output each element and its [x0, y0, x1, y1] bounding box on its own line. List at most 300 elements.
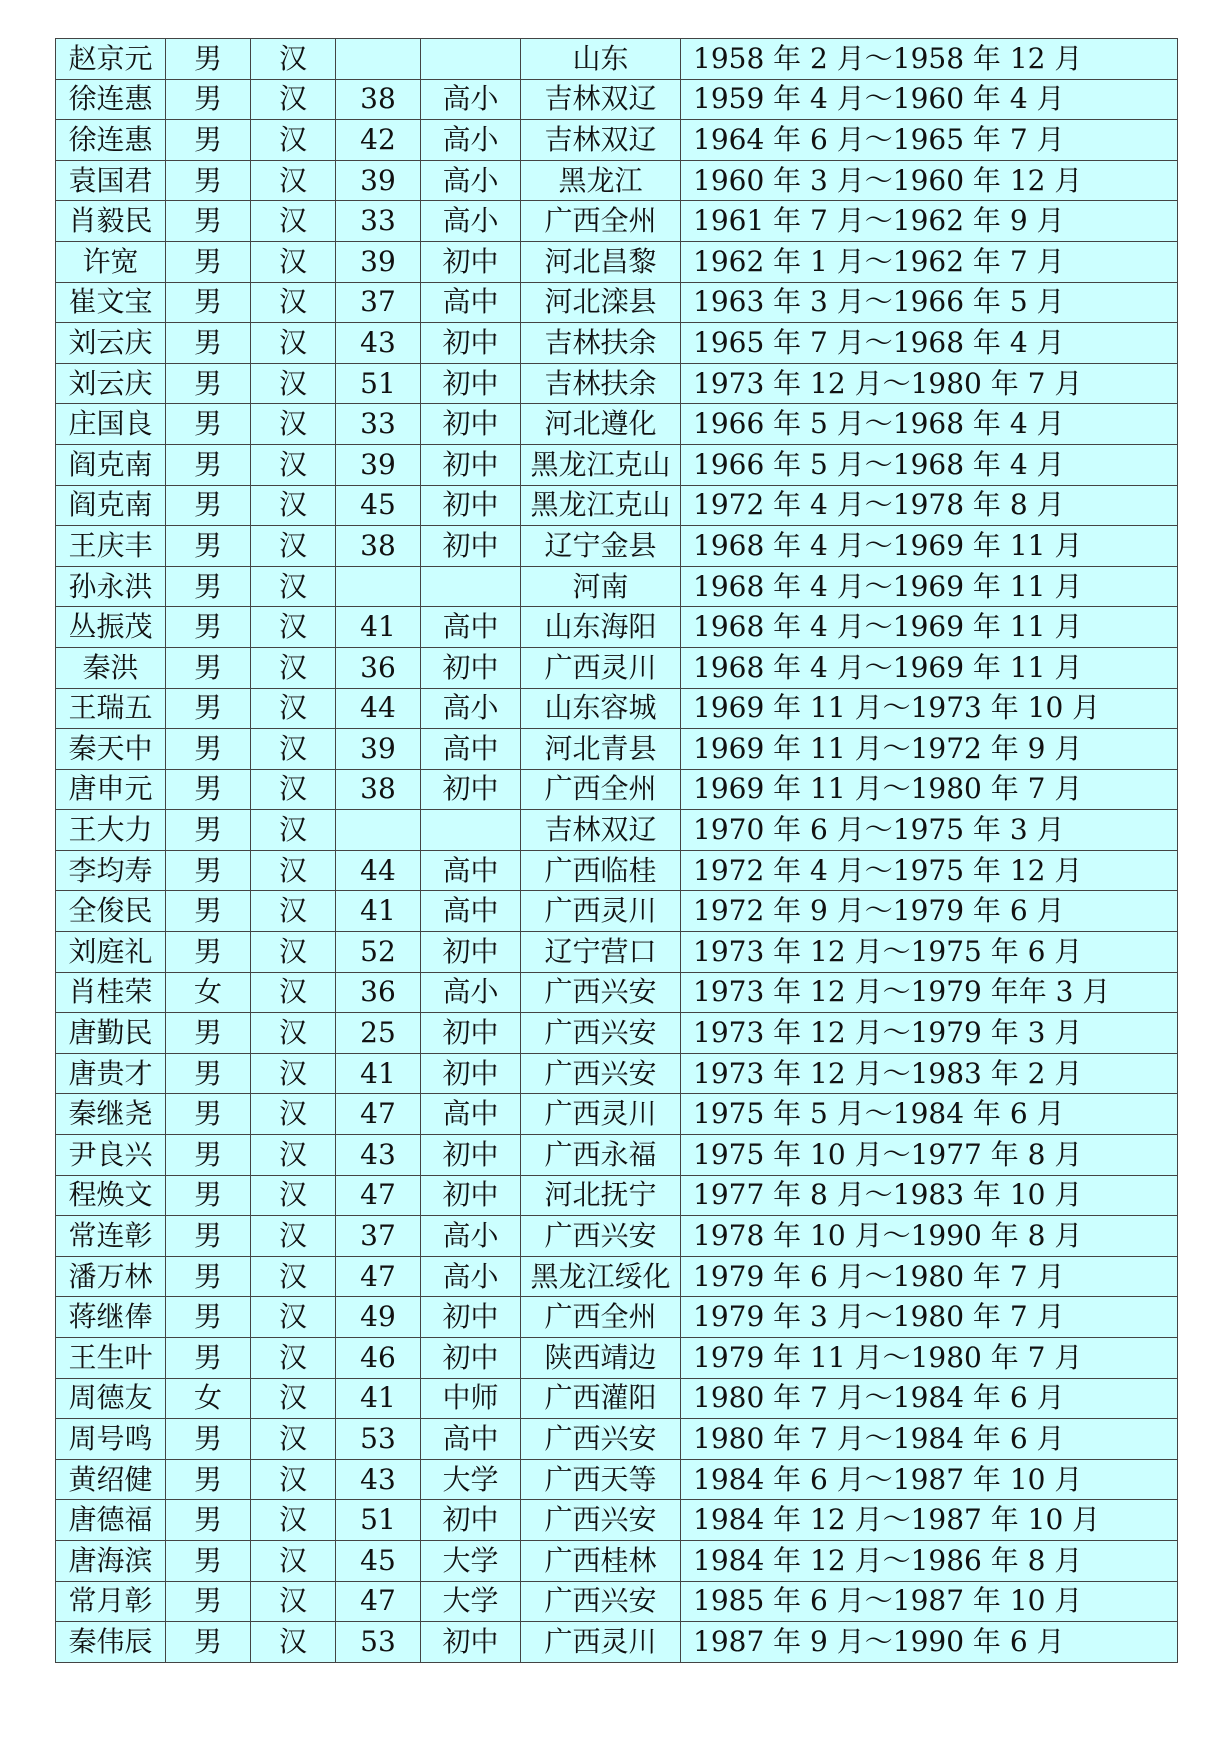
- term-cell: 1977 年 8 月～1983 年 10 月: [681, 1175, 1178, 1216]
- gender-cell: 男: [166, 891, 251, 932]
- gender-cell: 女: [166, 1378, 251, 1419]
- gender-cell: 男: [166, 850, 251, 891]
- origin-cell: 广西兴安: [521, 1581, 681, 1622]
- age-cell: 46: [336, 1338, 421, 1379]
- name-cell: 全俊民: [56, 891, 166, 932]
- ethnicity-cell: 汉: [251, 485, 336, 526]
- ethnicity-cell: 汉: [251, 444, 336, 485]
- name-cell: 唐申元: [56, 769, 166, 810]
- ethnicity-cell: 汉: [251, 1094, 336, 1135]
- gender-cell: 男: [166, 323, 251, 364]
- education-cell: 初中: [421, 404, 521, 445]
- ethnicity-cell: 汉: [251, 566, 336, 607]
- gender-cell: 男: [166, 1581, 251, 1622]
- name-cell: 黄绍健: [56, 1459, 166, 1500]
- ethnicity-cell: 汉: [251, 1540, 336, 1581]
- table-row: [56, 932, 1178, 973]
- age-cell: 47: [336, 1094, 421, 1135]
- name-cell: 许宽: [56, 241, 166, 282]
- age-cell: [336, 39, 421, 80]
- name-cell: 赵京元: [56, 39, 166, 80]
- age-cell: 45: [336, 485, 421, 526]
- gender-cell: 男: [166, 526, 251, 567]
- name-cell: 常月彰: [56, 1581, 166, 1622]
- gender-cell: 男: [166, 607, 251, 648]
- name-cell: 王瑞五: [56, 688, 166, 729]
- name-cell: 丛振茂: [56, 607, 166, 648]
- gender-cell: 男: [166, 1338, 251, 1379]
- origin-cell: 吉林扶余: [521, 363, 681, 404]
- education-cell: 初中: [421, 526, 521, 567]
- gender-cell: 男: [166, 647, 251, 688]
- name-cell: 王庆丰: [56, 526, 166, 567]
- name-cell: 蒋继俸: [56, 1297, 166, 1338]
- ethnicity-cell: 汉: [251, 1581, 336, 1622]
- ethnicity-cell: 汉: [251, 688, 336, 729]
- age-cell: 51: [336, 1500, 421, 1541]
- gender-cell: 女: [166, 972, 251, 1013]
- education-cell: 初中: [421, 647, 521, 688]
- origin-cell: 山东海阳: [521, 607, 681, 648]
- gender-cell: 男: [166, 404, 251, 445]
- education-cell: 初中: [421, 1297, 521, 1338]
- term-cell: 1978 年 10 月～1990 年 8 月: [681, 1216, 1178, 1257]
- term-cell: 1973 年 12 月～1983 年 2 月: [681, 1053, 1178, 1094]
- table-row: [56, 1338, 1178, 1379]
- term-cell: 1961 年 7 月～1962 年 9 月: [681, 201, 1178, 242]
- age-cell: 41: [336, 891, 421, 932]
- age-cell: 41: [336, 1053, 421, 1094]
- term-cell: 1984 年 6 月～1987 年 10 月: [681, 1459, 1178, 1500]
- table-row: [56, 729, 1178, 770]
- term-cell: 1960 年 3 月～1960 年 12 月: [681, 160, 1178, 201]
- name-cell: 常连彰: [56, 1216, 166, 1257]
- gender-cell: 男: [166, 932, 251, 973]
- term-cell: 1984 年 12 月～1987 年 10 月: [681, 1500, 1178, 1541]
- gender-cell: 男: [166, 769, 251, 810]
- education-cell: 初中: [421, 1338, 521, 1379]
- education-cell: 大学: [421, 1459, 521, 1500]
- name-cell: 王生叶: [56, 1338, 166, 1379]
- education-cell: 高中: [421, 607, 521, 648]
- table-row: [56, 647, 1178, 688]
- gender-cell: 男: [166, 1540, 251, 1581]
- age-cell: 44: [336, 688, 421, 729]
- origin-cell: 广西灌阳: [521, 1378, 681, 1419]
- name-cell: 秦天中: [56, 729, 166, 770]
- age-cell: 33: [336, 404, 421, 445]
- age-cell: [336, 810, 421, 851]
- origin-cell: 广西全州: [521, 201, 681, 242]
- age-cell: 47: [336, 1256, 421, 1297]
- term-cell: 1972 年 9 月～1979 年 6 月: [681, 891, 1178, 932]
- education-cell: 初中: [421, 1135, 521, 1176]
- term-cell: 1985 年 6 月～1987 年 10 月: [681, 1581, 1178, 1622]
- term-cell: 1968 年 4 月～1969 年 11 月: [681, 526, 1178, 567]
- gender-cell: 男: [166, 1013, 251, 1054]
- gender-cell: 男: [166, 79, 251, 120]
- table-row: [56, 1135, 1178, 1176]
- name-cell: 孙永洪: [56, 566, 166, 607]
- name-cell: 庄国良: [56, 404, 166, 445]
- name-cell: 徐连惠: [56, 79, 166, 120]
- origin-cell: 广西灵川: [521, 1094, 681, 1135]
- term-cell: 1958 年 2 月～1958 年 12 月: [681, 39, 1178, 80]
- name-cell: 肖桂荣: [56, 972, 166, 1013]
- term-cell: 1965 年 7 月～1968 年 4 月: [681, 323, 1178, 364]
- ethnicity-cell: 汉: [251, 1216, 336, 1257]
- ethnicity-cell: 汉: [251, 972, 336, 1013]
- term-cell: 1962 年 1 月～1962 年 7 月: [681, 241, 1178, 282]
- table-row: [56, 404, 1178, 445]
- term-cell: 1979 年 11 月～1980 年 7 月: [681, 1338, 1178, 1379]
- education-cell: 初中: [421, 444, 521, 485]
- age-cell: 38: [336, 526, 421, 567]
- table-row: [56, 1419, 1178, 1460]
- term-cell: 1972 年 4 月～1975 年 12 月: [681, 850, 1178, 891]
- age-cell: 36: [336, 647, 421, 688]
- age-cell: 41: [336, 607, 421, 648]
- education-cell: 高小: [421, 201, 521, 242]
- table-row: [56, 1013, 1178, 1054]
- table-row: [56, 160, 1178, 201]
- ethnicity-cell: 汉: [251, 1338, 336, 1379]
- age-cell: 42: [336, 120, 421, 161]
- origin-cell: 广西灵川: [521, 1622, 681, 1663]
- table-row: [56, 201, 1178, 242]
- table-row: [56, 891, 1178, 932]
- origin-cell: 广西灵川: [521, 647, 681, 688]
- table-row: [56, 810, 1178, 851]
- age-cell: 44: [336, 850, 421, 891]
- gender-cell: 男: [166, 1500, 251, 1541]
- age-cell: 25: [336, 1013, 421, 1054]
- table-row: [56, 1540, 1178, 1581]
- table-row: [56, 566, 1178, 607]
- education-cell: 高小: [421, 160, 521, 201]
- table-row: [56, 323, 1178, 364]
- term-cell: 1969 年 11 月～1973 年 10 月: [681, 688, 1178, 729]
- origin-cell: 山东容城: [521, 688, 681, 729]
- name-cell: 王大力: [56, 810, 166, 851]
- gender-cell: 男: [166, 1622, 251, 1663]
- term-cell: 1973 年 12 月～1979 年年 3 月: [681, 972, 1178, 1013]
- origin-cell: 吉林双辽: [521, 79, 681, 120]
- origin-cell: 山东: [521, 39, 681, 80]
- ethnicity-cell: 汉: [251, 1500, 336, 1541]
- table-row: [56, 1216, 1178, 1257]
- ethnicity-cell: 汉: [251, 1053, 336, 1094]
- age-cell: 33: [336, 201, 421, 242]
- name-cell: 唐贵才: [56, 1053, 166, 1094]
- table-row: [56, 1378, 1178, 1419]
- education-cell: 高小: [421, 972, 521, 1013]
- education-cell: 大学: [421, 1581, 521, 1622]
- origin-cell: 广西灵川: [521, 891, 681, 932]
- name-cell: 阎克南: [56, 485, 166, 526]
- name-cell: 刘云庆: [56, 363, 166, 404]
- age-cell: 47: [336, 1581, 421, 1622]
- ethnicity-cell: 汉: [251, 810, 336, 851]
- table-row: [56, 972, 1178, 1013]
- ethnicity-cell: 汉: [251, 769, 336, 810]
- name-cell: 肖毅民: [56, 201, 166, 242]
- education-cell: 高中: [421, 1094, 521, 1135]
- gender-cell: 男: [166, 729, 251, 770]
- table-row: [56, 1581, 1178, 1622]
- origin-cell: 广西桂林: [521, 1540, 681, 1581]
- table-row: [56, 1256, 1178, 1297]
- age-cell: 37: [336, 282, 421, 323]
- education-cell: 高小: [421, 79, 521, 120]
- table-body: [56, 39, 1178, 1663]
- gender-cell: 男: [166, 1297, 251, 1338]
- origin-cell: 吉林扶余: [521, 323, 681, 364]
- origin-cell: 黑龙江克山: [521, 485, 681, 526]
- ethnicity-cell: 汉: [251, 39, 336, 80]
- gender-cell: 男: [166, 241, 251, 282]
- table-row: [56, 282, 1178, 323]
- gender-cell: 男: [166, 1256, 251, 1297]
- origin-cell: 河北滦县: [521, 282, 681, 323]
- education-cell: 初中: [421, 1013, 521, 1054]
- origin-cell: 广西兴安: [521, 1419, 681, 1460]
- age-cell: 37: [336, 1216, 421, 1257]
- ethnicity-cell: 汉: [251, 1622, 336, 1663]
- table-row: [56, 526, 1178, 567]
- education-cell: 初中: [421, 1053, 521, 1094]
- term-cell: 1987 年 9 月～1990 年 6 月: [681, 1622, 1178, 1663]
- ethnicity-cell: 汉: [251, 363, 336, 404]
- gender-cell: 男: [166, 1053, 251, 1094]
- gender-cell: 男: [166, 485, 251, 526]
- gender-cell: 男: [166, 688, 251, 729]
- education-cell: [421, 810, 521, 851]
- age-cell: 39: [336, 444, 421, 485]
- term-cell: 1959 年 4 月～1960 年 4 月: [681, 79, 1178, 120]
- gender-cell: 男: [166, 1135, 251, 1176]
- table-row: [56, 1094, 1178, 1135]
- gender-cell: 男: [166, 810, 251, 851]
- origin-cell: 河南: [521, 566, 681, 607]
- term-cell: 1975 年 10 月～1977 年 8 月: [681, 1135, 1178, 1176]
- term-cell: 1968 年 4 月～1969 年 11 月: [681, 566, 1178, 607]
- table-row: [56, 1175, 1178, 1216]
- term-cell: 1966 年 5 月～1968 年 4 月: [681, 404, 1178, 445]
- name-cell: 尹良兴: [56, 1135, 166, 1176]
- gender-cell: 男: [166, 363, 251, 404]
- education-cell: [421, 39, 521, 80]
- education-cell: [421, 566, 521, 607]
- ethnicity-cell: 汉: [251, 1297, 336, 1338]
- gender-cell: 男: [166, 120, 251, 161]
- age-cell: 39: [336, 241, 421, 282]
- origin-cell: 辽宁金县: [521, 526, 681, 567]
- term-cell: 1968 年 4 月～1969 年 11 月: [681, 647, 1178, 688]
- origin-cell: 广西临桂: [521, 850, 681, 891]
- term-cell: 1964 年 6 月～1965 年 7 月: [681, 120, 1178, 161]
- name-cell: 周德友: [56, 1378, 166, 1419]
- term-cell: 1973 年 12 月～1975 年 6 月: [681, 932, 1178, 973]
- age-cell: 43: [336, 1459, 421, 1500]
- name-cell: 李均寿: [56, 850, 166, 891]
- origin-cell: 河北遵化: [521, 404, 681, 445]
- name-cell: 徐连惠: [56, 120, 166, 161]
- age-cell: 39: [336, 160, 421, 201]
- ethnicity-cell: 汉: [251, 404, 336, 445]
- education-cell: 初中: [421, 769, 521, 810]
- ethnicity-cell: 汉: [251, 241, 336, 282]
- ethnicity-cell: 汉: [251, 282, 336, 323]
- ethnicity-cell: 汉: [251, 932, 336, 973]
- name-cell: 周号鸣: [56, 1419, 166, 1460]
- term-cell: 1969 年 11 月～1980 年 7 月: [681, 769, 1178, 810]
- term-cell: 1973 年 12 月～1979 年 3 月: [681, 1013, 1178, 1054]
- origin-cell: 广西天等: [521, 1459, 681, 1500]
- origin-cell: 广西全州: [521, 1297, 681, 1338]
- term-cell: 1969 年 11 月～1972 年 9 月: [681, 729, 1178, 770]
- term-cell: 1979 年 3 月～1980 年 7 月: [681, 1297, 1178, 1338]
- origin-cell: 辽宁营口: [521, 932, 681, 973]
- age-cell: 38: [336, 79, 421, 120]
- name-cell: 潘万林: [56, 1256, 166, 1297]
- education-cell: 初中: [421, 932, 521, 973]
- term-cell: 1972 年 4 月～1978 年 8 月: [681, 485, 1178, 526]
- gender-cell: 男: [166, 160, 251, 201]
- origin-cell: 广西兴安: [521, 972, 681, 1013]
- education-cell: 大学: [421, 1540, 521, 1581]
- table-row: [56, 241, 1178, 282]
- age-cell: 45: [336, 1540, 421, 1581]
- ethnicity-cell: 汉: [251, 79, 336, 120]
- ethnicity-cell: 汉: [251, 323, 336, 364]
- education-cell: 高小: [421, 688, 521, 729]
- education-cell: 初中: [421, 1500, 521, 1541]
- origin-cell: 河北昌黎: [521, 241, 681, 282]
- education-cell: 初中: [421, 323, 521, 364]
- name-cell: 唐勤民: [56, 1013, 166, 1054]
- ethnicity-cell: 汉: [251, 1135, 336, 1176]
- term-cell: 1979 年 6 月～1980 年 7 月: [681, 1256, 1178, 1297]
- ethnicity-cell: 汉: [251, 1175, 336, 1216]
- origin-cell: 河北抚宁: [521, 1175, 681, 1216]
- term-cell: 1975 年 5 月～1984 年 6 月: [681, 1094, 1178, 1135]
- name-cell: 袁国君: [56, 160, 166, 201]
- personnel-table: [55, 38, 1178, 1663]
- education-cell: 高小: [421, 120, 521, 161]
- age-cell: [336, 566, 421, 607]
- origin-cell: 河北青县: [521, 729, 681, 770]
- ethnicity-cell: 汉: [251, 607, 336, 648]
- table-row: [56, 1500, 1178, 1541]
- name-cell: 崔文宝: [56, 282, 166, 323]
- ethnicity-cell: 汉: [251, 729, 336, 770]
- name-cell: 秦洪: [56, 647, 166, 688]
- age-cell: 51: [336, 363, 421, 404]
- age-cell: 41: [336, 1378, 421, 1419]
- education-cell: 高中: [421, 1419, 521, 1460]
- origin-cell: 黑龙江绥化: [521, 1256, 681, 1297]
- table-row: [56, 485, 1178, 526]
- origin-cell: 广西全州: [521, 769, 681, 810]
- table-row: [56, 769, 1178, 810]
- age-cell: 36: [336, 972, 421, 1013]
- age-cell: 53: [336, 1419, 421, 1460]
- ethnicity-cell: 汉: [251, 201, 336, 242]
- gender-cell: 男: [166, 1459, 251, 1500]
- term-cell: 1980 年 7 月～1984 年 6 月: [681, 1419, 1178, 1460]
- table-row: [56, 1459, 1178, 1500]
- ethnicity-cell: 汉: [251, 526, 336, 567]
- term-cell: 1980 年 7 月～1984 年 6 月: [681, 1378, 1178, 1419]
- age-cell: 47: [336, 1175, 421, 1216]
- name-cell: 程焕文: [56, 1175, 166, 1216]
- ethnicity-cell: 汉: [251, 850, 336, 891]
- ethnicity-cell: 汉: [251, 160, 336, 201]
- origin-cell: 吉林双辽: [521, 120, 681, 161]
- education-cell: 初中: [421, 363, 521, 404]
- term-cell: 1963 年 3 月～1966 年 5 月: [681, 282, 1178, 323]
- age-cell: 49: [336, 1297, 421, 1338]
- table-row: [56, 120, 1178, 161]
- gender-cell: 男: [166, 1419, 251, 1460]
- term-cell: 1966 年 5 月～1968 年 4 月: [681, 444, 1178, 485]
- education-cell: 高中: [421, 891, 521, 932]
- age-cell: 43: [336, 1135, 421, 1176]
- origin-cell: 黑龙江: [521, 160, 681, 201]
- term-cell: 1984 年 12 月～1986 年 8 月: [681, 1540, 1178, 1581]
- education-cell: 高中: [421, 282, 521, 323]
- education-cell: 高中: [421, 850, 521, 891]
- age-cell: 52: [336, 932, 421, 973]
- name-cell: 唐海滨: [56, 1540, 166, 1581]
- table-row: [56, 688, 1178, 729]
- name-cell: 阎克南: [56, 444, 166, 485]
- age-cell: 39: [336, 729, 421, 770]
- gender-cell: 男: [166, 566, 251, 607]
- education-cell: 初中: [421, 485, 521, 526]
- table-row: [56, 79, 1178, 120]
- origin-cell: 广西兴安: [521, 1013, 681, 1054]
- gender-cell: 男: [166, 201, 251, 242]
- name-cell: 刘庭礼: [56, 932, 166, 973]
- table-row: [56, 1622, 1178, 1663]
- table-row: [56, 444, 1178, 485]
- origin-cell: 陕西靖边: [521, 1338, 681, 1379]
- ethnicity-cell: 汉: [251, 647, 336, 688]
- origin-cell: 广西兴安: [521, 1216, 681, 1257]
- gender-cell: 男: [166, 1175, 251, 1216]
- ethnicity-cell: 汉: [251, 1256, 336, 1297]
- ethnicity-cell: 汉: [251, 1419, 336, 1460]
- education-cell: 初中: [421, 1175, 521, 1216]
- origin-cell: 广西兴安: [521, 1500, 681, 1541]
- education-cell: 高小: [421, 1216, 521, 1257]
- education-cell: 高小: [421, 1256, 521, 1297]
- term-cell: 1970 年 6 月～1975 年 3 月: [681, 810, 1178, 851]
- term-cell: 1968 年 4 月～1969 年 11 月: [681, 607, 1178, 648]
- education-cell: 高中: [421, 729, 521, 770]
- table-row: [56, 850, 1178, 891]
- education-cell: 中师: [421, 1378, 521, 1419]
- ethnicity-cell: 汉: [251, 1378, 336, 1419]
- gender-cell: 男: [166, 1094, 251, 1135]
- gender-cell: 男: [166, 444, 251, 485]
- name-cell: 秦伟辰: [56, 1622, 166, 1663]
- ethnicity-cell: 汉: [251, 120, 336, 161]
- table-row: [56, 1053, 1178, 1094]
- name-cell: 唐德福: [56, 1500, 166, 1541]
